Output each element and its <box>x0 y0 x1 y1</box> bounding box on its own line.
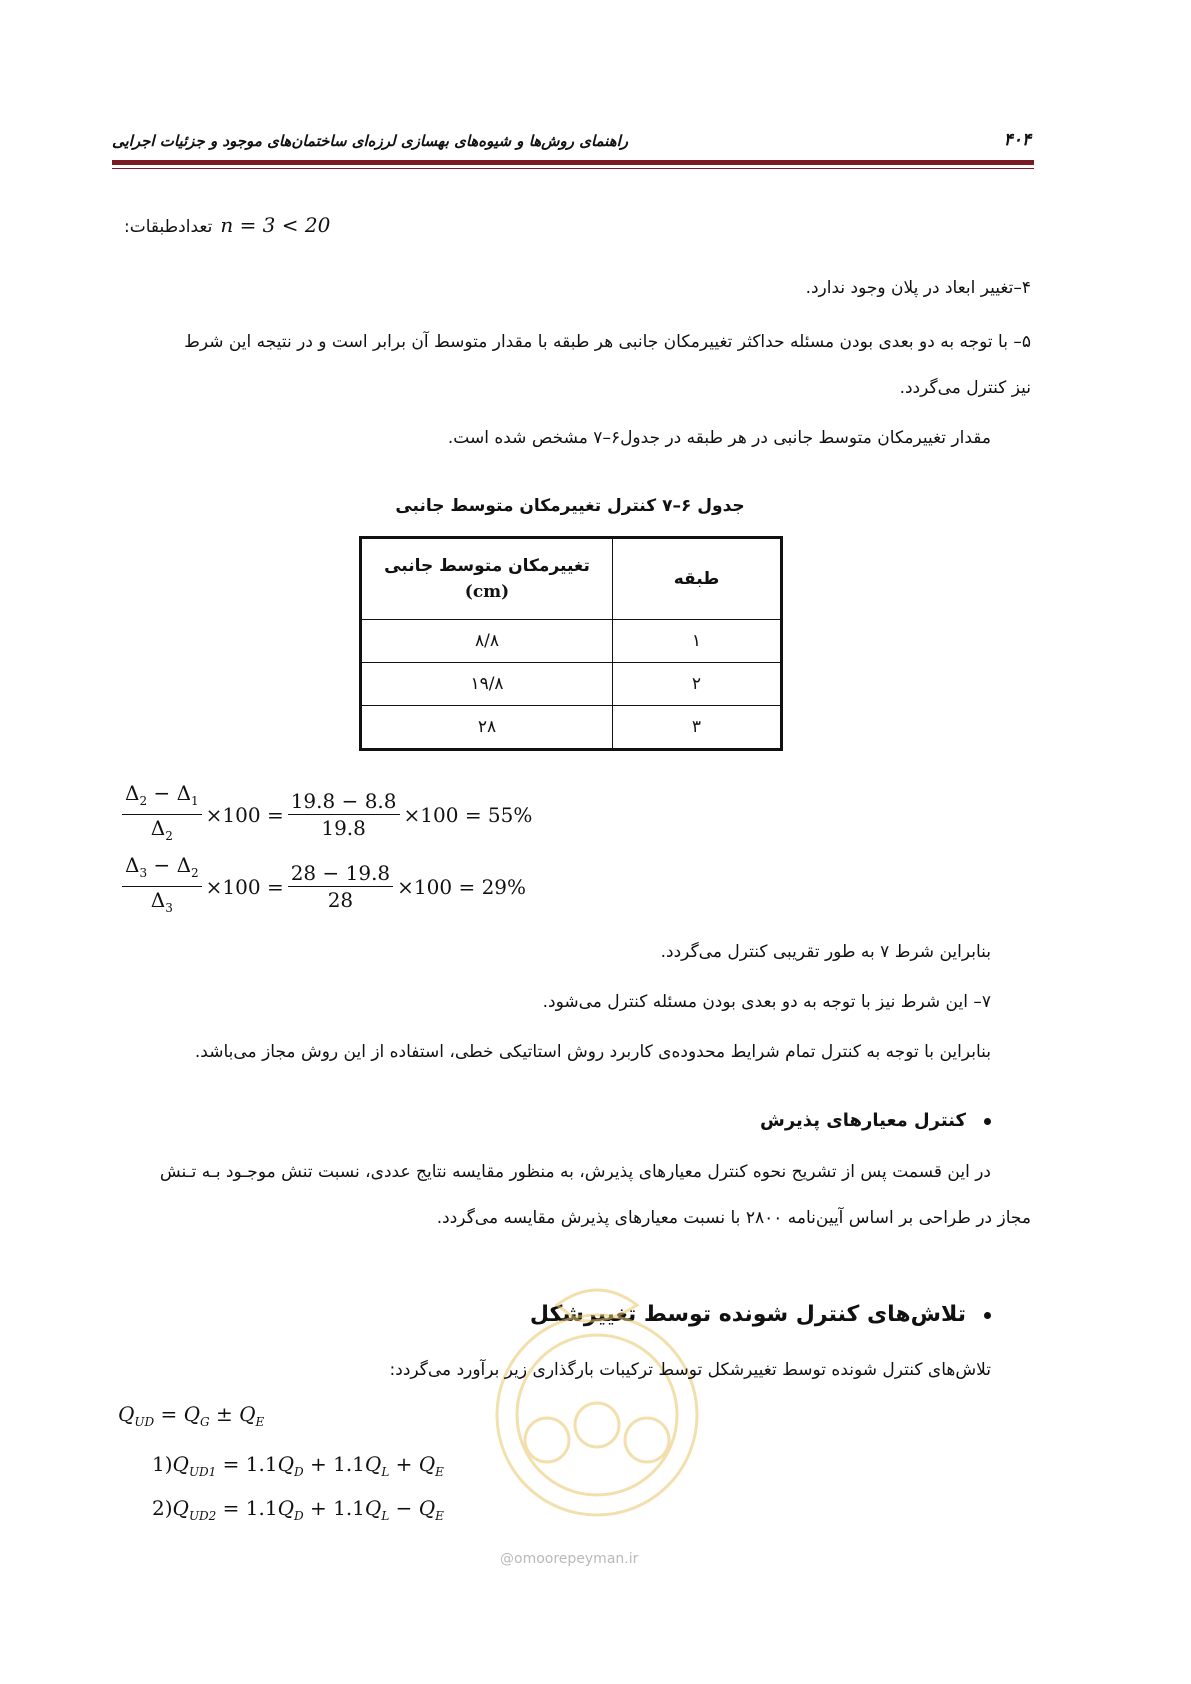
header-rule-thin <box>112 168 1034 169</box>
table-header-row <box>361 538 782 620</box>
floors-count-line <box>124 213 330 237</box>
acceptance-line-2: مجاز در طراحی بر اساس آیین‌نامه ۲۸۰۰ با نسبت معیارهای پذیرش مقایسه می‌گردد. <box>436 1208 1031 1228</box>
final-conclusion: بنابراین با توجه به کنترل تمام شرایط محدوده‌ی کاربرد روش استاتیکی خطی، استفاده از این روش مجاز می‌باشد. <box>194 1042 991 1062</box>
deformation-intro: تلاش‌های کنترل شونده توسط تغییرشکل توسط ترکیبات بارگذاری زیر برآورد می‌گردد: <box>389 1360 991 1380</box>
cell-floor: ۲ <box>613 663 782 706</box>
combo-1: $1)Q_{UD1} = 1.1Q_D + 1.1Q_L + Q_E$ <box>152 1452 444 1479</box>
cell-floor: ۱ <box>613 620 782 663</box>
header-displacement-label: تغییرمکان متوسط جانبی <box>384 556 590 576</box>
equation-1-result: = 55% <box>464 802 533 827</box>
equation-2-result: = 29% <box>458 874 527 899</box>
fraction-values: $\frac{28 - 19.8}{28}$ <box>288 860 393 913</box>
acceptance-line-1: در این قسمت پس از تشریح نحوه کنترل معیارهای پذیرش، به منظور مقایسه نتایج عددی، نسبت تنش موجـود بـه تـنش <box>159 1162 991 1182</box>
item-7-text: ۷– این شرط نیز با توجه به دو بعدی بودن مسئله کنترل می‌شود. <box>542 992 991 1012</box>
header-rule-thick <box>112 160 1034 165</box>
ratio-equation-1: $\frac{\Delta_2 - \Delta_1}{\Delta_2}$ ×100 = $\frac{19.8 - 8.8}{19.8}$ ×100 = 55% <box>118 780 532 849</box>
fraction-values: $\frac{19.8 - 8.8}{19.8}$ <box>288 788 400 841</box>
item-4-text: ۴–تغییر ابعاد در پلان وجود ندارد. <box>805 278 1031 298</box>
combo-2: $2)Q_{UD2} = 1.1Q_D + 1.1Q_L - Q_E$ <box>152 1496 444 1523</box>
item-5-line-2: نیز کنترل می‌گردد. <box>899 378 1031 398</box>
acceptance-heading: کنترل معیارهای پذیرش <box>760 1110 991 1131</box>
floors-count-expression: n = 3 < 20 <box>220 213 331 237</box>
table-row <box>361 620 782 663</box>
combo-general: $Q_{UD} = Q_G \pm Q_E$ <box>118 1402 265 1429</box>
header-displacement-unit: (cm) <box>464 582 510 602</box>
fraction-delta: $\frac{\Delta_2 - \Delta_1}{\Delta_2}$ <box>122 780 202 849</box>
condition-7-approx: بنابراین شرط ۷ به طور تقریبی کنترل می‌گردد. <box>660 942 991 962</box>
header-floor: طبقه <box>613 538 782 620</box>
watermark-site: @omoorepeyman.ir <box>500 1551 639 1567</box>
cell-floor: ۳ <box>613 706 782 750</box>
cell-displacement: ۸/۸ <box>361 620 613 663</box>
fraction-delta: $\frac{\Delta_3 - \Delta_2}{\Delta_3}$ <box>122 852 202 921</box>
bullet-icon <box>984 1118 991 1125</box>
table-row <box>361 663 782 706</box>
displacement-table <box>359 536 783 751</box>
table-row <box>361 706 782 750</box>
header-displacement <box>361 538 613 620</box>
page-number: ۴۰۴ <box>1003 130 1031 150</box>
ratio-equation-2: $\frac{\Delta_3 - \Delta_2}{\Delta_3}$ ×100 = $\frac{28 - 19.8}{28}$ ×100 = 29% <box>118 852 526 921</box>
table-caption: جدول ۶–۷ کنترل تغییرمکان متوسط جانبی <box>395 496 745 516</box>
floors-count-label: :تعدادطبقات <box>124 217 213 237</box>
cell-displacement: ۱۹/۸ <box>361 663 613 706</box>
avg-displacement-sentence: مقدار تغییرمکان متوسط جانبی در هر طبقه در جدول۶–۷ مشخص شده است. <box>447 428 991 448</box>
item-5-line-1: ۵– با توجه به دو بعدی بودن مسئله حداکثر تغییرمکان جانبی هر طبقه با مقدار متوسط آن برابر است و در نتیجه این شرط <box>184 332 1031 352</box>
deformation-heading: تلاش‌های کنترل شونده توسط تغییرشکل <box>530 1302 991 1327</box>
watermark-logo-icon <box>487 1265 707 1525</box>
running-header-title: راهنمای روش‌ها و شیوه‌های بهسازی لرزه‌ای ساختمان‌های موجود و جزئیات اجرایی <box>112 132 629 150</box>
cell-displacement: ۲۸ <box>361 706 613 750</box>
bullet-icon <box>984 1312 991 1319</box>
